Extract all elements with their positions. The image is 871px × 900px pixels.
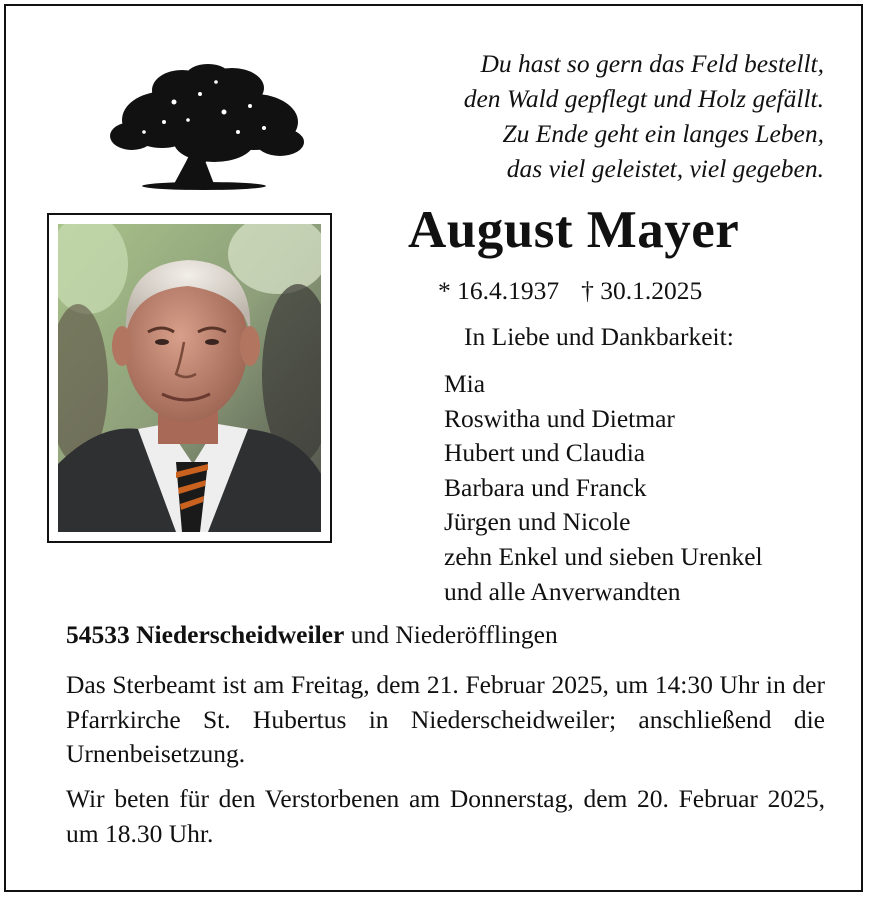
life-dates [438,276,702,306]
poem-verse [464,46,824,186]
deceased-name: August Mayer [408,201,740,259]
place-rest: und Niederöfflingen [344,620,558,649]
dedication-line: In Liebe und Dankbarkeit: [464,322,734,351]
mourner-entry: Mia [444,369,486,398]
death-date: † 30.1.2025 [581,276,703,305]
tree-icon [104,62,308,194]
birth-date: * 16.4.1937 [438,276,560,305]
mourner-entry: Hubert und Claudia [444,438,646,468]
poem-line: das viel geleistet, viel gegeben. [506,154,824,183]
place-line [66,620,558,650]
mourner-entry: und alle Anverwandten [444,576,681,606]
prayer-paragraph: Wir beten für den Verstorbenen am Donnerstag, dem 20. Februar 2025, um 18.30 Uhr. [66,784,825,848]
mourner-entry: Jürgen und Nicole [444,507,631,537]
mourners-list [444,367,763,609]
funeral-mass-paragraph: Das Sterbeamt ist am Freitag, dem 21. Februar 2025, um 14:30 Uhr in der Pfarrkirche St. Hubertus in Niederscheidweiler; anschließend die Urnenbeisetzung. [66,670,825,768]
place-town: 54533 Niederscheidweiler [66,620,345,649]
portrait-frame [47,213,332,543]
poem-line: Zu Ende geht ein langes Leben, [502,119,824,148]
mourner-entry: Barbara und Franck [444,472,647,502]
poem-line: den Wald gepflegt und Holz gefällt. [463,84,824,113]
portrait-photo [58,224,321,532]
mourner-entry: zehn Enkel und sieben Urenkel [444,541,763,571]
poem-line: Du hast so gern das Feld bestellt, [480,49,824,78]
mourner-entry: Roswitha und Dietmar [444,403,675,433]
